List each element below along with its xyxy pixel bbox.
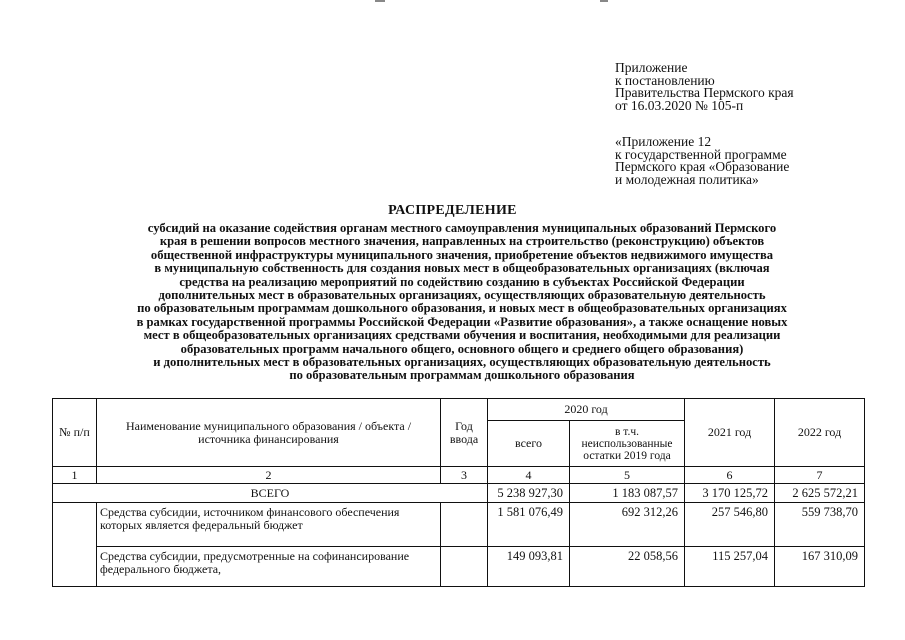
subtitle-line: средства на реализацию мероприятий по содействию созданию в субъектах Российской Федерации — [179, 274, 745, 289]
total-2020-incl: 1 183 087,57 — [570, 484, 685, 503]
column-number: 6 — [685, 467, 775, 484]
appendix12-line: «Приложение 12 — [615, 134, 712, 149]
row-num-cell — [53, 503, 97, 587]
subtitle-line: мест в общеобразовательных организациях средствами обучения и воспитания, необходимыми для реализации — [143, 328, 781, 343]
row-name: Средства субсидии, предусмотренные на софинансирование федерального бюджета, — [97, 547, 441, 587]
column-number: 2 — [97, 467, 441, 484]
header-year-in: Год ввода — [441, 399, 488, 467]
appendix-line: к постановлению — [615, 72, 715, 88]
header-2022: 2022 год — [775, 399, 865, 467]
row-year-in — [441, 503, 488, 547]
distribution-table — [52, 398, 865, 587]
row-2020-incl: 22 058,56 — [570, 547, 685, 587]
column-number: 1 — [53, 467, 97, 484]
appendix-header — [615, 62, 794, 112]
appendix-line: от 16.03.2020 № 105-п — [615, 97, 744, 113]
header-2020: 2020 год — [488, 399, 685, 421]
row-name: Средства субсидии, источником финансового обеспечения которых является федеральный бюджет — [97, 503, 441, 547]
appendix12-line: к государственной программе — [615, 146, 787, 162]
subtitle-line: субсидий на оказание содействия органам местного самоуправления муниципальных образований Пермского — [147, 221, 777, 235]
subtitle-line: края в решении вопросов местного значения, направленных на строительство (реконструкцию) объектов — [159, 234, 765, 249]
header-incl: в т.ч. неиспользованные остатки 2019 года — [570, 421, 685, 467]
total-row — [53, 484, 865, 503]
header-row — [53, 399, 865, 421]
row-2022: 559 738,70 — [775, 503, 865, 547]
appendix-line: Правительства Пермского края — [615, 85, 794, 100]
subtitle-line: общественной инфраструктуры муниципального значения, приобретение объектов недвижимого имущества — [150, 247, 774, 262]
subtitle-line: образовательных программ начального общего, основного общего и среднего общего образования) — [180, 341, 744, 356]
header-total: всего — [488, 421, 570, 467]
column-number: 3 — [441, 467, 488, 484]
header-num: № п/п — [53, 399, 97, 467]
row-2020-incl: 692 312,26 — [570, 503, 685, 547]
scan-mark-right — [600, 0, 608, 2]
scan-mark-left — [375, 0, 385, 2]
row-2021: 115 257,04 — [685, 547, 775, 587]
row-2020-all: 1 581 076,49 — [488, 503, 570, 547]
document-title: РАСПРЕДЕЛЕНИЕ — [388, 203, 517, 218]
column-number: 7 — [775, 467, 865, 484]
appendix12-header — [615, 136, 789, 186]
document-subtitle — [62, 222, 862, 383]
appendix12-line: Пермского края «Образование — [615, 159, 790, 174]
subtitle-line: в рамках государственной программы Российской Федерации «Развитие образования», а также оснащение новых — [136, 314, 788, 329]
appendix-line: Приложение — [615, 60, 688, 75]
column-number-row — [53, 467, 865, 484]
row-2021: 257 546,80 — [685, 503, 775, 547]
total-2022: 2 625 572,21 — [775, 484, 865, 503]
subtitle-line: по образовательным программам дошкольного образования — [289, 368, 635, 383]
total-2021: 3 170 125,72 — [685, 484, 775, 503]
total-label: ВСЕГО — [53, 484, 488, 503]
row-2020-all: 149 093,81 — [488, 547, 570, 587]
column-number: 4 — [488, 467, 570, 484]
table-row — [53, 547, 865, 587]
row-2022: 167 310,09 — [775, 547, 865, 587]
column-number: 5 — [570, 467, 685, 484]
appendix12-line: и молодежная политика» — [615, 171, 759, 187]
subtitle-line: и дополнительных мест в образовательных организациях, осуществляющих образовательную деятельность — [153, 355, 771, 370]
subtitle-line: дополнительных мест в образовательных организациях, осуществляющих образовательную деятельность — [158, 288, 766, 303]
header-2021: 2021 год — [685, 399, 775, 467]
row-year-in — [441, 547, 488, 587]
subtitle-line: в муниципальную собственность для создания новых мест в общеобразовательных организациях (включая — [154, 261, 770, 276]
header-name: Наименование муниципального образования / объекта / источника финансирования — [97, 399, 441, 467]
subtitle-line: по образовательным программам дошкольного образования, и новых мест в общеобразовательных организациях — [137, 301, 787, 316]
table-row — [53, 503, 865, 547]
total-2020-all: 5 238 927,30 — [488, 484, 570, 503]
